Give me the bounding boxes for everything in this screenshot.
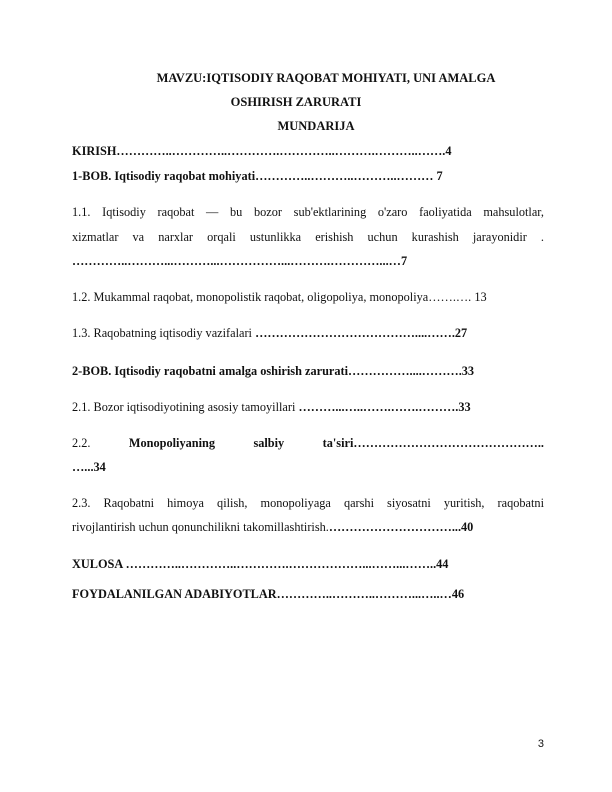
toc-2-2-tail: [323, 436, 544, 451]
toc-2-3-text: rivojlantirish uchun qonunchilikni takomillashtirish.: [72, 520, 329, 534]
toc-2-3-line-2: [72, 520, 544, 535]
title-line-1: MAVZU:IQTISODIY RAQOBAT MOHIYATI, UNI AMALGA: [156, 71, 496, 85]
toc-1-2: 1.2. Mukammal raqobat, monopolistik raqobat, oligopoliya, monopoliya…….…. 13: [72, 290, 487, 304]
title-line-2: OSHIRISH ZARURATI: [230, 95, 362, 109]
toc-xulosa: XULOSA …………..…………..………….………………...……...……..44: [72, 557, 449, 571]
toc-1-3-text: 1.3. Raqobatning iqtisodiy vazifalari: [72, 326, 252, 340]
page-number: 3: [537, 738, 544, 750]
toc-2-2-word-2: salbiy: [253, 436, 285, 450]
toc-bob-1: 1-BOB. Iqtisodiy raqobat mohiyati…………..………..………..……… 7: [72, 169, 443, 183]
toc-2-2-word-1: Monopoliyaning: [128, 436, 215, 450]
toc-2-1-dots: ………...…..…….…….……….33: [298, 400, 471, 414]
toc-2-2-line-2: …...34: [72, 460, 106, 474]
toc-2-3-line-1: 2.3. Raqobatni himoya qilish, monopoliyaga qarshi siyosatni yuritish, raqobatni: [72, 496, 544, 510]
toc-bob-2: 2-BOB. Iqtisodiy raqobatni amalga oshirish zarurati……………....……….33: [72, 364, 475, 378]
title-mundarija: MUNDARIJA: [277, 119, 355, 133]
toc-2-2-line-1: [72, 436, 544, 451]
toc-1-3: [72, 326, 544, 341]
toc-2-2-word-3: ta'siri: [322, 436, 354, 450]
toc-1-1-line-1: 1.1. Iqtisodiy raqobat — bu bozor sub'ektlarining o'zaro faoliyatida mahsulotlar,: [72, 205, 544, 219]
toc-kirish: KIRISH…………..…………..………….…………..……….………..…….4: [72, 144, 452, 158]
toc-2-1: [72, 400, 544, 415]
toc-1-1-line-3: …………..………...………...……………...……….…………...…7: [72, 254, 408, 268]
toc-1-1-line-2: xizmatlar va narxlar orqali ustunlikka erishish uchun kurashish jarayonidir .: [72, 230, 544, 244]
toc-2-2-dots: ………………………………………..: [353, 436, 544, 450]
toc-1-3-dots: …………………………………....…….27: [255, 326, 468, 340]
toc-2-1-text: 2.1. Bozor iqtisodiyotining asosiy tamoyillari: [72, 400, 296, 414]
toc-2-2-num: 2.2.: [72, 436, 91, 450]
toc-2-3-dots: …………………………...40: [328, 520, 474, 534]
toc-adabiyotlar: FOYDALANILGAN ADABIYOTLAR…………..………..………...…..…46: [72, 587, 465, 601]
